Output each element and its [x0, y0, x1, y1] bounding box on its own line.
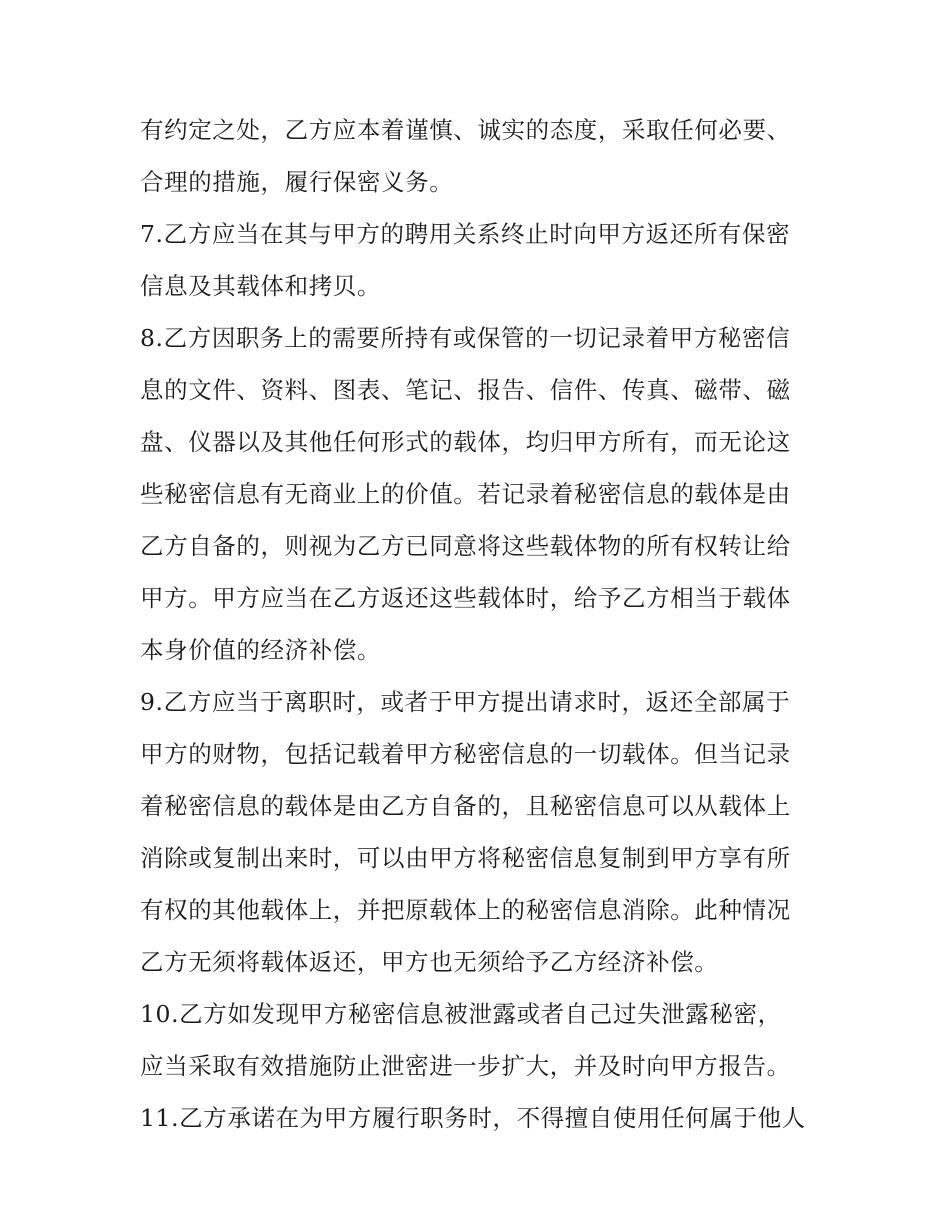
clause-7-line: 7.乙方应当在其与甲方的聘用关系终止时向甲方返还所有保密: [140, 220, 791, 248]
text-line: 息的文件、资料、图表、笔记、报告、信件、传真、磁带、磁: [140, 376, 791, 404]
text-line: 消除或复制出来时，可以由甲方将秘密信息复制到甲方享有所: [140, 844, 791, 872]
text-line: 着秘密信息的载体是由乙方自备的，且秘密信息可以从载体上: [140, 792, 791, 820]
text-line: 些秘密信息有无商业上的价值。若记录着秘密信息的载体是由: [140, 480, 791, 508]
text-line: 合理的措施，履行保密义务。: [140, 168, 454, 196]
text-line: 有约定之处，乙方应本着谨慎、诚实的态度，采取任何必要、: [140, 116, 791, 144]
text-line: 甲方。甲方应当在乙方返还这些载体时，给予乙方相当于载体: [140, 584, 791, 612]
text-line: 乙方自备的，则视为乙方已同意将这些载体物的所有权转让给: [140, 532, 791, 560]
clause-9-line: 9.乙方应当于离职时，或者于甲方提出请求时，返还全部属于: [140, 688, 791, 716]
clause-8-line: 8.乙方因职务上的需要所持有或保管的一切记录着甲方秘密信: [140, 324, 791, 352]
text-line: 信息及其载体和拷贝。: [140, 272, 381, 300]
text-line: 本身价值的经济补偿。: [140, 636, 381, 664]
text-line: 有权的其他载体上，并把原载体上的秘密信息消除。此种情况: [140, 896, 791, 924]
text-line: 盘、仪器以及其他任何形式的载体，均归甲方所有，而无论这: [140, 428, 791, 456]
clause-11-line: 11.乙方承诺在为甲方履行职务时，不得擅自使用任何属于他人: [140, 1104, 806, 1132]
clause-10-line: 10.乙方如发现甲方秘密信息被泄露或者自己过失泄露秘密，: [140, 1000, 782, 1028]
text-line: 应当采取有效措施防止泄密进一步扩大，并及时向甲方报告。: [140, 1052, 791, 1080]
text-line: 甲方的财物，包括记载着甲方秘密信息的一切载体。但当记录: [140, 740, 791, 768]
contract-text-body: [140, 104, 830, 1144]
text-line: 乙方无须将载体返还，甲方也无须给予乙方经济补偿。: [140, 948, 719, 976]
